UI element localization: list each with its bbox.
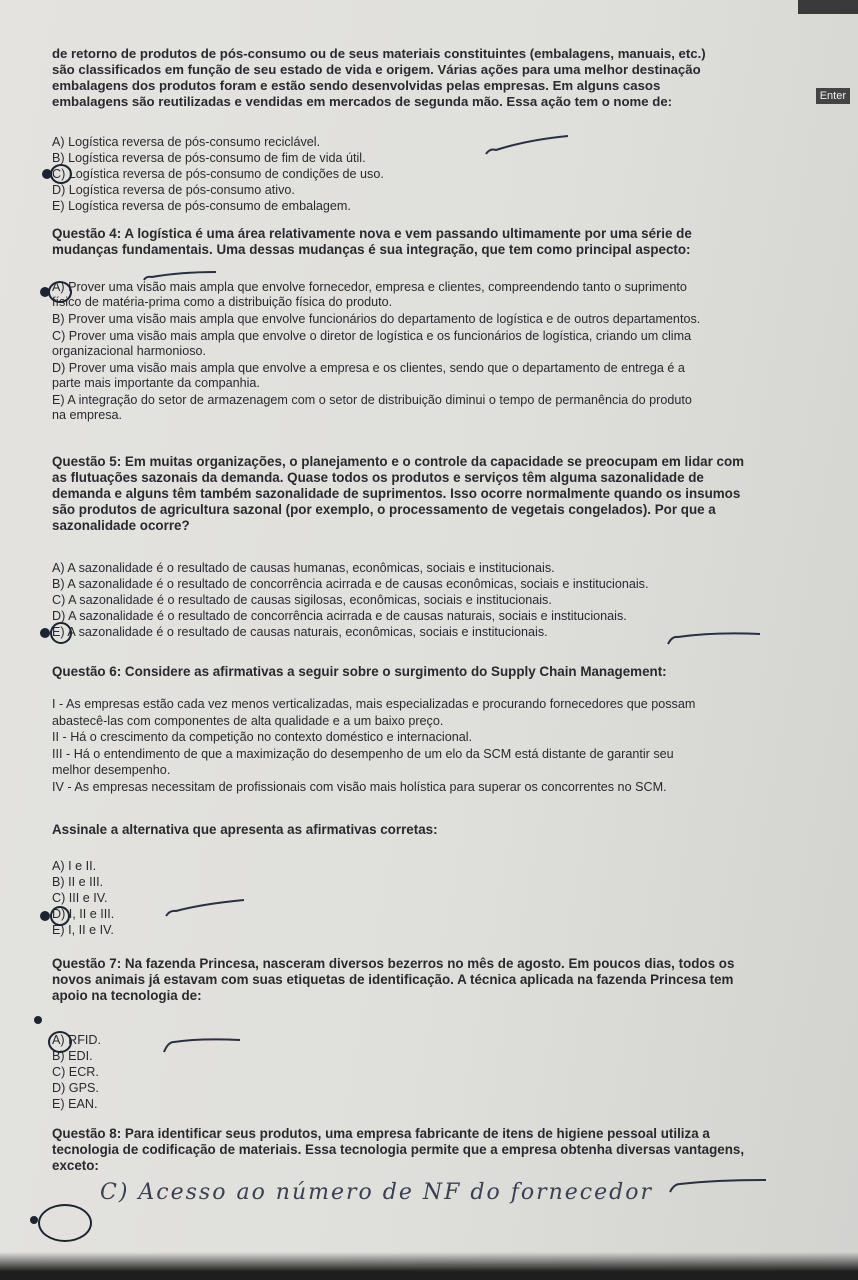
q6-option-a[interactable]: A) I e II. (52, 859, 97, 873)
q3-option-d[interactable]: D) Logística reversa de pós-consumo ativo. (52, 183, 295, 197)
q7-option-e[interactable]: E) EAN. (52, 1097, 98, 1111)
q5-option-d[interactable]: D) A sazonalidade é o resultado de concorrência acirrada e de causas naturais, sociais e institucionais. (52, 609, 627, 623)
q6-statement-1-line-2: abastecê-las com componentes de alta qualidade e a um baixo preço. (52, 713, 444, 728)
q6-statement-4: IV - As empresas necessitam de profissionais com visão mais holística para superar os concorrentes no SCM. (52, 779, 667, 794)
q7-answer-dot (34, 1016, 42, 1024)
q8-title-line-2: tecnologia de codificação de materiais. Essa tecnologia permite que a empresa obtenha diversas vantagens, (52, 1142, 745, 1157)
q5-option-e[interactable]: E) A sazonalidade é o resultado de causas naturais, econômicas, sociais e institucionais. (52, 625, 548, 639)
q4-option-d-line-1: D) Prover uma visão mais ampla que envolve a empresa e os clientes, sendo que o departamento de entrega é a (52, 361, 685, 375)
q7-title-line-3: apoio na tecnologia de: (52, 988, 202, 1003)
q4-options (52, 280, 842, 423)
q4-option-a-line-2: físico de matéria-prima como a distribuição física do produto. (52, 295, 393, 309)
q6-statement-1-line-1: I - As empresas estão cada vez menos verticalizadas, mais especializadas e procurando fornecedores que possam (52, 697, 696, 711)
q5-title-line-2: as flutuações sazonais da demanda. Quase todos os produtos e serviços têm alguma sazonalidade de (52, 470, 704, 485)
q6-title: Questão 6: Considere as afirmativas a seguir sobre o surgimento do Supply Chain Management: (52, 664, 667, 679)
q4-option-c-line-2: organizacional harmonioso. (52, 344, 207, 358)
q8-title (52, 1126, 842, 1174)
q3-options (52, 134, 842, 214)
q8-answer-dot (30, 1216, 38, 1224)
q3-option-b[interactable]: B) Logística reversa de pós-consumo de fim de vida útil. (52, 151, 366, 165)
q4-option-c-line-1: C) Prover uma visão mais ampla que envolve o diretor de logística e os funcionários de logística, criando um clima (52, 329, 692, 343)
intro-line-1: de retorno de produtos de pós-consumo ou de seus materiais constituintes (embalagens, manuais, etc.) (52, 46, 706, 61)
q6-statement-3 (52, 746, 842, 779)
q4-title (52, 226, 842, 258)
q7-option-b[interactable]: B) EDI. (52, 1049, 93, 1063)
q6-statement-1 (52, 696, 842, 729)
q6-statement-2: II - Há o crescimento da competição no contexto doméstico e internacional. (52, 730, 473, 744)
q7-title-line-2: novos animais já estavam com suas etiquetas de identificação. A técnica aplicada na fazenda Princesa tem (52, 972, 734, 987)
page-bottom-shadow (0, 1252, 858, 1280)
q8-answer-circle (38, 1204, 92, 1242)
q7-option-a[interactable]: A) RFID. (52, 1033, 101, 1047)
q3-option-c[interactable]: C) Logística reversa de pós-consumo de condições de uso. (52, 167, 384, 181)
q4-option-b[interactable]: B) Prover uma visão mais ampla que envolve funcionários do departamento de logística e de outros departamentos. (52, 312, 701, 326)
q4-option-c[interactable] (52, 329, 842, 359)
q8-title-line-1: Questão 8: Para identificar seus produtos, uma empresa fabricante de itens de higiene pessoal utiliza a (52, 1126, 710, 1141)
q6-statement-3-line-1: III - Há o entendimento de que a maximização do desempenho de um elo da SCM está distante de garantir seu (52, 746, 674, 761)
q8-handwritten-answer: C) Acesso ao número de NF do fornecedor (100, 1180, 653, 1205)
q6-option-b[interactable]: B) II e III. (52, 875, 104, 889)
q4-option-e-line-1: E) A integração do setor de armazenagem com o setor de distribuição diminui o tempo de permanência do produto (52, 393, 692, 407)
q7-option-c[interactable]: C) ECR. (52, 1065, 99, 1079)
q8-title-line-3: exceto: (52, 1158, 99, 1173)
q5-title-line-5: sazonalidade ocorre? (52, 518, 190, 533)
intro-line-3: embalagens dos produtos foram e estão sendo desenvolvidas pelas empresas. Em alguns casos (52, 78, 661, 93)
intro-line-2: são classificados em função de seu estado de vida e origem. Várias ações para uma melhor destinação (52, 62, 701, 77)
q6-answer-circle (50, 906, 70, 926)
q6-option-c[interactable]: C) III e IV. (52, 891, 108, 905)
q6-statement-3-line-2: melhor desempenho. (52, 763, 171, 777)
q8-check-mark (666, 1176, 770, 1196)
q5-option-a[interactable]: A) A sazonalidade é o resultado de causas humanas, econômicas, sociais e institucionais. (52, 561, 555, 575)
q6-prompt: Assinale a alternativa que apresenta as afirmativas corretas: (52, 822, 438, 837)
q4-option-e[interactable] (52, 393, 842, 423)
q4-option-d-line-2: parte mais importante da companhia. (52, 376, 260, 390)
q7-title (52, 956, 842, 1004)
q4-option-e-line-2: na empresa. (52, 408, 123, 422)
q4-answer-circle (48, 281, 72, 303)
q5-title-line-1: Questão 5: Em muitas organizações, o planejamento e o controle da capacidade se preocupam em lidar com (52, 454, 745, 469)
q5-answer-circle (50, 622, 72, 644)
q5-answer-dot (40, 628, 50, 638)
page-edge-shadow (798, 0, 858, 14)
q6-option-e[interactable]: E) I, II e IV. (52, 923, 114, 937)
enter-key-label: Enter (816, 88, 850, 104)
q5-title (52, 454, 842, 534)
q4-title-line-1: Questão 4: A logística é uma área relativamente nova e vem passando ultimamente por uma série de (52, 226, 692, 241)
q7-title-line-1: Questão 7: Na fazenda Princesa, nasceram diversos bezerros no mês de agosto. Em poucos dias, todos os (52, 956, 735, 971)
q5-option-c[interactable]: C) A sazonalidade é o resultado de causas sigilosas, econômicas, sociais e institucionais. (52, 593, 552, 607)
q4-title-line-2: mudanças fundamentais. Uma dessas mudanças é sua integração, que tem como principal aspecto: (52, 242, 691, 257)
q7-check-mark (160, 1034, 244, 1056)
q5-option-b[interactable]: B) A sazonalidade é o resultado de concorrência acirrada e de causas econômicas, sociais e institucionais. (52, 577, 649, 591)
q4-option-d[interactable] (52, 361, 842, 391)
q3-answer-circle (50, 164, 72, 184)
q4-option-a-line-1: A) Prover uma visão mais ampla que envolve fornecedor, empresa e clientes, compreendendo tanto o suprimento (52, 280, 687, 294)
q6-answer-dot (40, 911, 50, 921)
q6-option-d[interactable]: D) I, II e III. (52, 907, 115, 921)
q5-title-line-3: demanda e alguns têm também sazonalidade de suprimentos. Isso ocorre normalmente quando os insumos (52, 486, 741, 501)
q6-check-mark (162, 898, 248, 922)
q5-check-mark (664, 624, 764, 650)
q3-option-e[interactable]: E) Logística reversa de pós-consumo de embalagem. (52, 199, 351, 213)
q4-option-a[interactable] (52, 280, 842, 310)
q5-title-line-4: são produtos de agricultura sazonal (por exemplo, o processamento de vegetais congelados). Por que a (52, 502, 716, 517)
q6-statements (52, 696, 842, 795)
intro-line-4: embalagens são reutilizadas e vendidas em mercados de segunda mão. Essa ação tem o nome de: (52, 94, 673, 109)
q3-check-mark (482, 132, 572, 160)
intro-paragraph (52, 46, 792, 110)
q7-answer-circle (48, 1031, 72, 1053)
q3-option-a[interactable]: A) Logística reversa de pós-consumo reciclável. (52, 135, 321, 149)
q7-option-d[interactable]: D) GPS. (52, 1081, 99, 1095)
